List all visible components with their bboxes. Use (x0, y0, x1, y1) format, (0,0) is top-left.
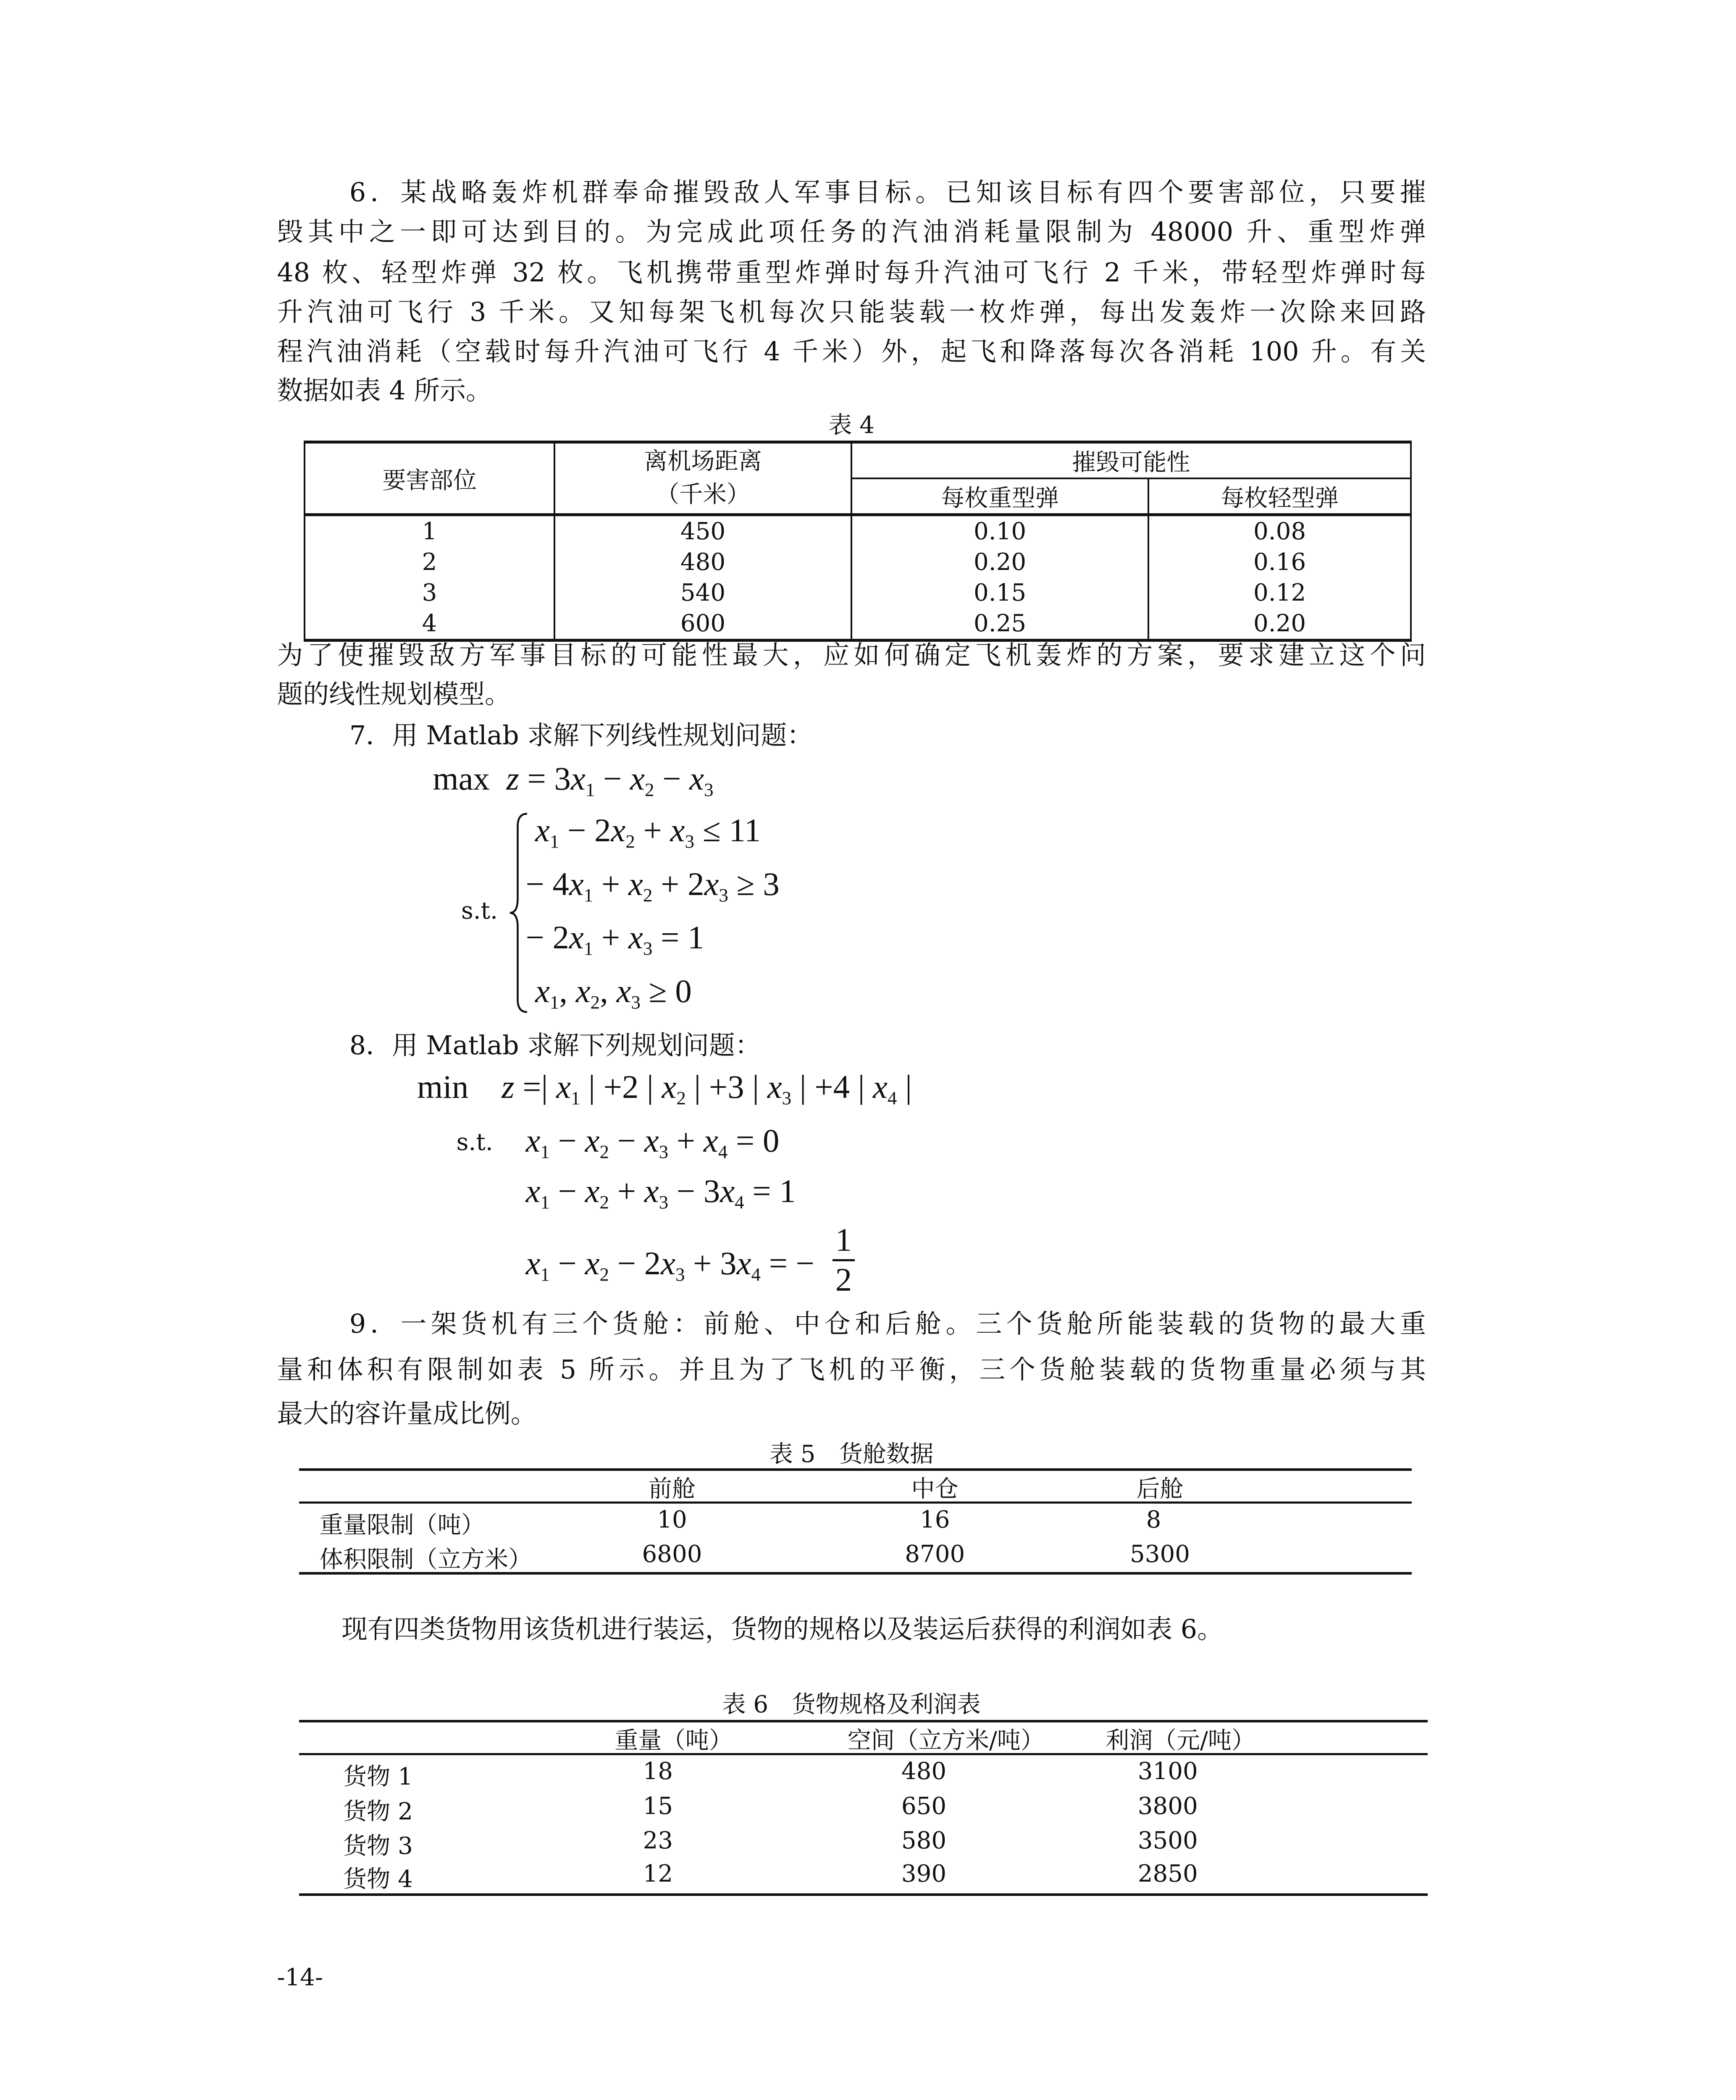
page-number: -14- (277, 1964, 323, 1992)
table-row: 1 2 3 4 450 480 540 600 0.10 0.20 0.15 0.25 0.08 0.16 0.12 0.20 (305, 515, 1411, 640)
p6-line: 毁其中之一即可达到目的。为完成此项任务的汽油消耗量限制为 48000 升、重型炸弹 (277, 216, 1426, 247)
table5-rule (299, 1468, 1412, 1471)
table5-cell: 8700 (905, 1541, 965, 1568)
table6-row-label: 货物 3 (343, 1832, 413, 1860)
p7-constraint: $x_1 - 2x_2 + x_3 \le 11$ (535, 812, 761, 852)
table6-cell: 650 (901, 1792, 947, 1820)
header-light: 每枚轻型弹 (1148, 478, 1411, 515)
header-part: 要害部位 (305, 442, 554, 515)
brace-icon (508, 811, 533, 1015)
table5-header: 前舱 (648, 1475, 696, 1503)
p7-objective: $\max z = 3x_1 - x_2 - x_3$ (433, 760, 714, 800)
p6-line: 6．某战略轰炸机群奉命摧毁敌人军事目标。已知该目标有四个要害部位，只要摧 (349, 177, 1426, 208)
table6-cell: 3500 (1137, 1827, 1198, 1855)
table6-row-label: 货物 1 (343, 1763, 413, 1791)
table5-row-label: 重量限制（吨） (319, 1511, 485, 1539)
table6-cell: 390 (901, 1860, 947, 1887)
p9-mid: 现有四类货物用该货机进行装运，货物的规格以及装运后获得的利润如表 6。 (341, 1614, 1223, 1645)
table5-cell: 6800 (642, 1541, 702, 1568)
p6-after-line: 为了使摧毁敌方军事目标的可能性最大，应如何确定飞机轰炸的方案，要求建立这个问 (277, 640, 1426, 670)
p7-title: 7．用 Matlab 求解下列线性规划问题： (349, 720, 813, 751)
table5-caption: 表 5 货舱数据 (769, 1441, 934, 1468)
table6-row-label: 货物 2 (343, 1798, 413, 1825)
table5-header: 后舱 (1136, 1475, 1184, 1503)
p9-line: 最大的容许量成比例。 (277, 1398, 537, 1429)
table5-cell: 10 (657, 1506, 687, 1533)
p7-constraint: $x_1$, $x_2$, $x_3 \ge 0$ (535, 973, 692, 1013)
table5-cell: 8 (1146, 1506, 1161, 1533)
table6-cell: 15 (643, 1792, 673, 1820)
table5-row-label: 体积限制（立方米） (319, 1546, 532, 1574)
table6-cell: 3800 (1137, 1792, 1198, 1820)
table4 (304, 441, 1412, 642)
p8-objective: min z =| $x_1$ | +2 | $x_2$ | +3 | $x_3$ | +4 | $x_4$ | (417, 1069, 912, 1109)
p8-title: 8．用 Matlab 求解下列规划问题： (349, 1030, 761, 1061)
p6-line: 升汽油可飞行 3 千米。又知每架飞机每次只能装载一枚炸弹，每出发轰炸一次除来回路 (277, 297, 1426, 327)
p6-line: 48 枚、轻型炸弹 32 枚。飞机携带重型炸弹时每升汽油可飞行 2 千米，带轻型炸弹时每 (277, 257, 1426, 288)
p7-st: s.t. (461, 897, 498, 924)
table6-cell: 480 (901, 1758, 947, 1785)
table5-cell: 16 (919, 1506, 950, 1533)
header-probability: 摧毁可能性 (851, 442, 1411, 479)
table6-header: 空间（立方米/吨） (847, 1727, 1045, 1755)
p9-line: 量和体积有限制如表 5 所示。并且为了飞机的平衡，三个货舱装载的货物重量必须与其 (277, 1354, 1426, 1385)
header-heavy: 每枚重型弹 (851, 478, 1148, 515)
p6-after-line: 题的线性规划模型。 (277, 679, 511, 710)
table6-header: 重量（吨） (615, 1727, 733, 1755)
p7-constraint: − $4x_1 + x_2 + 2x_3 \ge 3$ (525, 866, 780, 906)
table5-cell: 5300 (1130, 1541, 1190, 1568)
table6-cell: 580 (901, 1827, 947, 1855)
p8-constraint: $x_1 - x_2 - x_3 + x_4 = 0$ (525, 1122, 780, 1162)
p8-constraint: $x_1 - x_2 - 2x_3 + 3x_4$ = − (525, 1245, 814, 1285)
p6-line: 数据如表 4 所示。 (277, 375, 492, 406)
table6-cell: 2850 (1137, 1860, 1198, 1887)
table6-rule (299, 1893, 1428, 1896)
table6-cell: 3100 (1137, 1758, 1198, 1785)
table6-cell: 23 (643, 1827, 673, 1855)
header-distance: 离机场距离 （千米） (554, 442, 851, 515)
p8-st: s.t. (456, 1128, 493, 1156)
table5-header: 中仓 (911, 1475, 959, 1503)
p9-line: 9．一架货机有三个货舱：前舱、中仓和后舱。三个货舱所能装载的货物的最大重 (349, 1309, 1426, 1339)
table6-header: 利润（元/吨） (1106, 1727, 1255, 1755)
p6-line: 程汽油消耗（空载时每升汽油可飞行 4 千米）外，起飞和降落每次各消耗 100 升。有关 (277, 336, 1426, 367)
table6-caption: 表 6 货物规格及利润表 (722, 1691, 981, 1719)
table6-cell: 12 (643, 1860, 673, 1887)
fraction-one-half: 1 2 (833, 1221, 854, 1299)
p7-constraint: − $2x_1 + x_3 = 1$ (525, 919, 704, 959)
table5-rule (299, 1502, 1412, 1504)
table6-row-label: 货物 4 (343, 1865, 413, 1893)
table4-caption: 表 4 (828, 411, 875, 439)
p8-constraint: $x_1 - x_2 + x_3 - 3x_4 = 1$ (525, 1173, 796, 1213)
table6-cell: 18 (643, 1758, 673, 1785)
